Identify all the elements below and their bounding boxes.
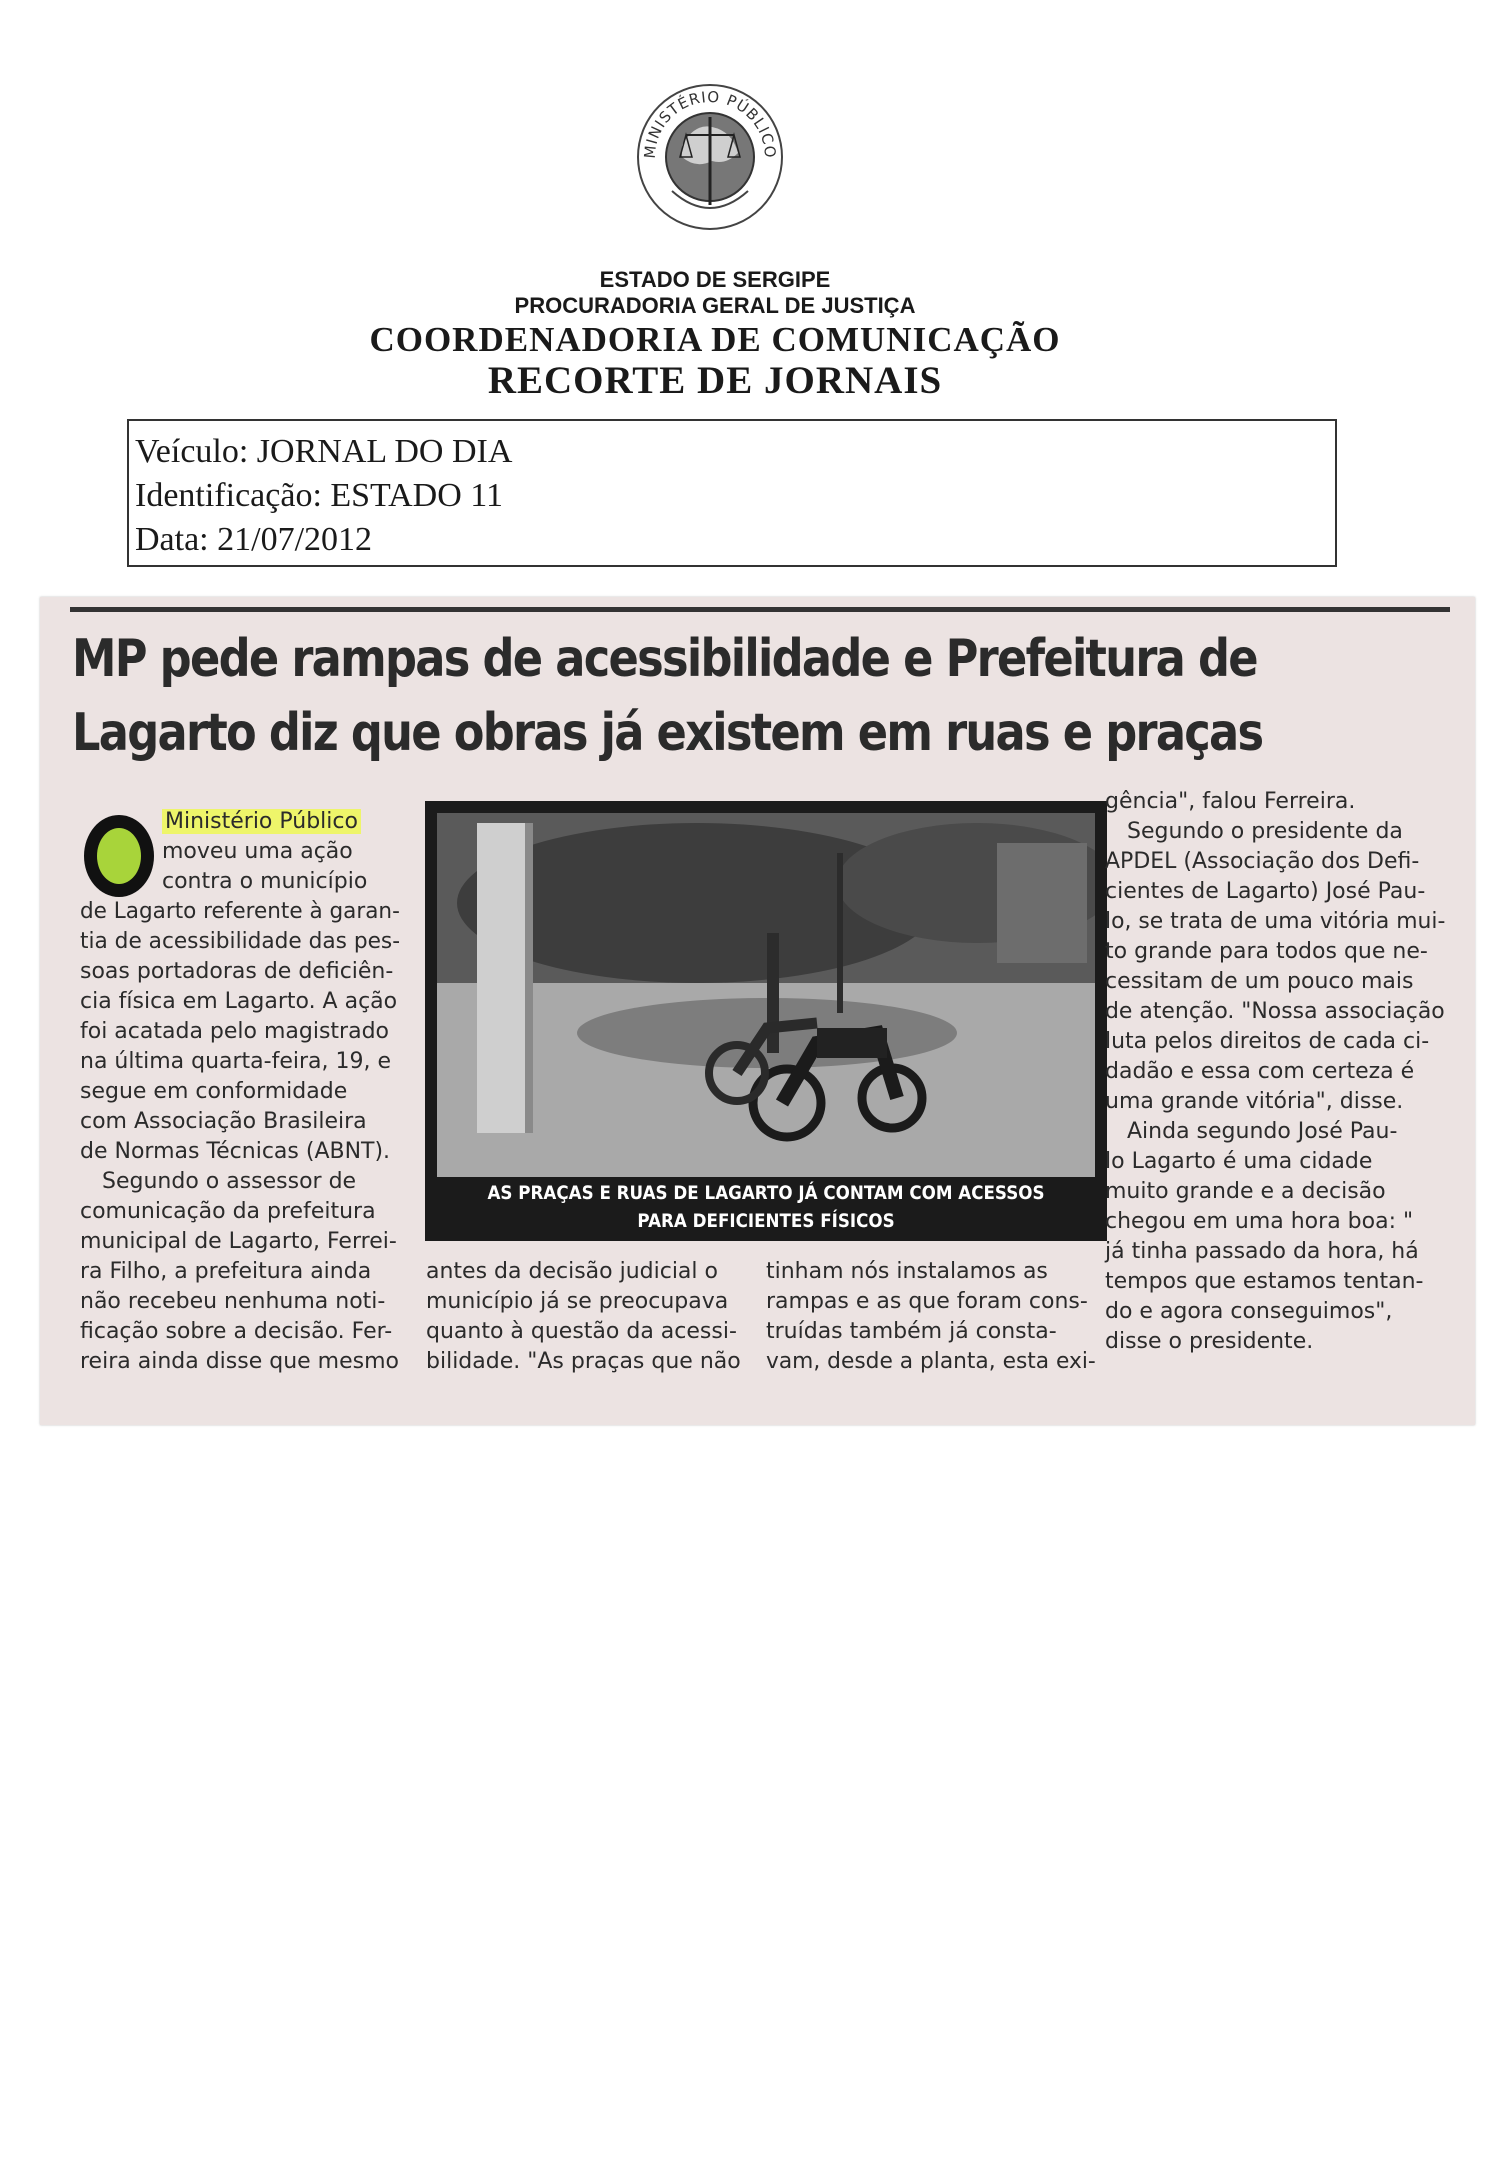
- article-column-2: [426, 1257, 756, 1377]
- text-line: gência", falou Ferreira.: [1105, 789, 1356, 814]
- highlighted-ministerio-publico: Ministério Público: [162, 809, 361, 834]
- photo-caption: [466, 1179, 1066, 1235]
- header-procuradoria: PROCURADORIA GERAL DE JUSTIÇA: [514, 293, 916, 318]
- text-line: de atenção. "Nossa associação: [1105, 999, 1445, 1024]
- text-line: foi acatada pelo magistrado: [80, 1019, 390, 1044]
- ministerio-publico-seal-icon: [620, 65, 800, 245]
- text-line: não recebeu nenhuma noti-: [80, 1289, 386, 1314]
- text-line: comunicação da prefeitura: [80, 1199, 376, 1224]
- info-data: Data: 21/07/2012: [135, 521, 373, 558]
- text-line: lo, se trata de uma vitória mui-: [1105, 909, 1446, 934]
- text-line: com Associação Brasileira: [80, 1109, 367, 1134]
- text-line: Ainda segundo José Pau-: [1127, 1119, 1398, 1144]
- text-line: de Normas Técnicas (ABNT).: [80, 1139, 391, 1164]
- text-line: reira ainda disse que mesmo: [80, 1349, 399, 1374]
- info-box: [127, 419, 1337, 567]
- text-line: moveu uma ação: [162, 839, 353, 864]
- info-veiculo: Veículo: JORNAL DO DIA: [135, 433, 513, 470]
- text-line: tia de acessibilidade das pes-: [80, 929, 401, 954]
- text-line: segue em conformidade: [80, 1079, 348, 1104]
- caption-line: AS PRAÇAS E RUAS DE LAGARTO JÁ CONTAM COM ACESSOS: [487, 1182, 1045, 1204]
- text-line: to grande para todos que ne-: [1105, 939, 1428, 964]
- article-column-3: [766, 1257, 1096, 1377]
- info-identificacao: Identificação: ESTADO 11: [135, 477, 504, 514]
- article-headline: [72, 622, 1263, 770]
- text-line: luta pelos direitos de cada ci-: [1105, 1029, 1430, 1054]
- headline-line: MP pede rampas de acessibilidade e Prefeitura de: [72, 629, 1257, 689]
- text-line: chegou em uma hora boa: ": [1105, 1209, 1414, 1234]
- text-line: disse o presidente.: [1105, 1329, 1314, 1354]
- caption-line: PARA DEFICIENTES FÍSICOS: [637, 1210, 895, 1232]
- text-line: bilidade. "As praças que não: [426, 1349, 741, 1374]
- text-line: tinham nós instalamos as: [766, 1259, 1048, 1284]
- text-line: uma grande vitória", disse.: [1105, 1089, 1404, 1114]
- text-line: de Lagarto referente à garan-: [80, 899, 400, 924]
- text-line: dadão e essa com certeza é: [1105, 1059, 1415, 1084]
- text-line: muito grande e a decisão: [1105, 1179, 1386, 1204]
- text-line: na última quarta-feira, 19, e: [80, 1049, 392, 1074]
- text-line: cessitam de um pouco mais: [1105, 969, 1414, 994]
- text-line: município já se preocupava: [426, 1289, 729, 1314]
- seal-text: MINISTÉRIO PÚBLICO: [640, 87, 780, 160]
- text-line: lo Lagarto é uma cidade: [1105, 1149, 1373, 1174]
- photo-square-motorcycles: [437, 813, 1095, 1177]
- header-state: ESTADO DE SERGIPE: [599, 267, 831, 292]
- text-line: Segundo o assessor de: [102, 1169, 357, 1194]
- text-line: rampas e as que foram cons-: [766, 1289, 1088, 1314]
- text-line: antes da decisão judicial o: [426, 1259, 718, 1284]
- text-line: tempos que estamos tentan-: [1105, 1269, 1424, 1294]
- text-line: ficação sobre a decisão. Fer-: [80, 1319, 393, 1344]
- text-line: truídas também já consta-: [766, 1319, 1057, 1344]
- text-line: já tinha passado da hora, há: [1105, 1239, 1419, 1264]
- text-line: APDEL (Associação dos Defi-: [1105, 849, 1420, 874]
- text-line: quanto à questão da acessi-: [426, 1319, 737, 1344]
- text-line: soas portadoras de deficiên-: [80, 959, 394, 984]
- header-recorte: RECORTE DE JORNAIS: [487, 359, 943, 402]
- text-line: vam, desde a planta, esta exi-: [766, 1349, 1096, 1374]
- article-photo: [425, 801, 1107, 1241]
- text-line: cientes de Lagarto) José Pau-: [1105, 879, 1426, 904]
- header-coordenadoria: COORDENADORIA DE COMUNICAÇÃO: [369, 320, 1061, 359]
- text-line: contra o município: [162, 869, 368, 894]
- newspaper-clipping: [40, 597, 1475, 1425]
- headline-line: Lagarto diz que obras já existem em ruas e praças: [72, 703, 1263, 763]
- text-line: cia física em Lagarto. A ação: [80, 989, 398, 1014]
- clipping-top-rule: [70, 607, 1450, 612]
- text-line: do e agora conseguimos",: [1105, 1299, 1393, 1324]
- article-column-4: [1105, 787, 1445, 1357]
- text-line: Segundo o presidente da: [1127, 819, 1403, 844]
- text-line: municipal de Lagarto, Ferrei-: [80, 1229, 397, 1254]
- article-column-1: [80, 807, 400, 1377]
- text-line: ra Filho, a prefeitura ainda: [80, 1259, 372, 1284]
